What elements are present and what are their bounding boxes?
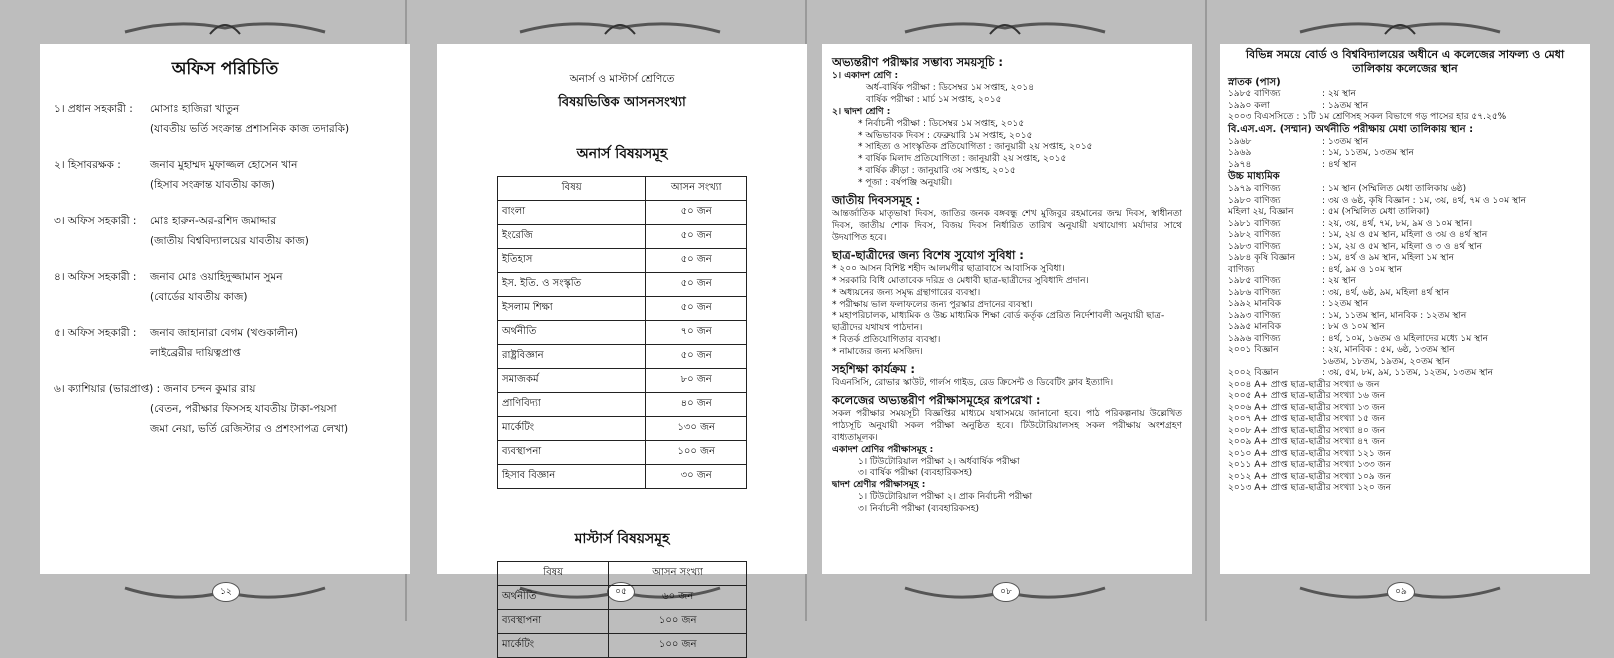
facility-item: * মহাপরিচালক, মাধ্যমিক ও উচ্চ মাধ্যমিক শিক্ষা বোর্ড কর্তৃক প্রেরিত নির্দেশাবলী অনুযায়ী ছাত্র-ছাত্রীদের যথাযথ পাঠদান। bbox=[832, 311, 1165, 334]
achievement-year: ১৯৮৫ বাণিজ্য bbox=[1228, 276, 1281, 287]
facility-item: * ২০০ আসন বিশিষ্ট শহীদ আলমগীর ছাত্রাবাসে আবাসিক সুবিধা। bbox=[832, 263, 1065, 274]
achievement-year: ১৯৮১ বাণিজ্য bbox=[1228, 218, 1281, 229]
subject-cell: মার্কেটিং bbox=[498, 417, 646, 441]
achievement-year: ১৯৯০ কলা bbox=[1228, 100, 1270, 111]
masters-heading: মাস্টার্স বিষয়সমূহ bbox=[574, 531, 670, 547]
achievement-row bbox=[1228, 288, 1582, 300]
achievement-year: ১৯৮২ বাণিজ্য bbox=[1228, 230, 1281, 241]
staff-role: ৫। অফিস সহকারী : bbox=[54, 327, 137, 339]
achievement-value: : ৪র্থ, ৯ম ও ১০ম স্থান bbox=[1322, 264, 1402, 275]
subject-cell: ইতিহাস bbox=[498, 249, 646, 273]
staff-role: ৪। অফিস সহকারী : bbox=[54, 271, 137, 283]
schedule-item: * বার্ষিক মিলাদ প্রতিযোগিতা : জানুয়ারী ২য় সপ্তাহ, ২০১৫ bbox=[858, 154, 1067, 165]
hsc-heading: উচ্চ মাধ্যমিক bbox=[1228, 171, 1280, 183]
achievement-row bbox=[1228, 219, 1582, 231]
staff-entry bbox=[54, 214, 396, 254]
facility-item: * অধ্যয়নের জন্য সমৃদ্ধ গ্রন্থাগারের ব্যবস্থা। bbox=[832, 287, 981, 298]
table-row bbox=[498, 201, 747, 225]
staff-name: জনাব চন্দন কুমার রায় bbox=[163, 383, 256, 395]
achievement-row bbox=[1228, 357, 1582, 369]
gpa-row: ২০০৪ A+ প্রাপ্ত ছাত্র-ছাত্রীর সংখ্যা ৬ জন bbox=[1228, 379, 1380, 390]
staff-name: মোঃ হারুন-অর-রশিদ জমাদ্দার bbox=[150, 215, 277, 227]
schedule-item: * পূজা : বর্ষপঞ্জি অনুযায়ী। bbox=[858, 178, 953, 189]
page-title: বিষয়ভিত্তিক আসনসংখ্যা bbox=[558, 95, 686, 110]
class11-label: ১। একাদশ শ্রেণি : bbox=[832, 71, 899, 82]
staff-duty: (হিসাব সংক্রান্ত যাবতীয় কাজ) bbox=[150, 179, 275, 191]
achievement-value: : ৪র্থ, ১০ম, ১৬তম ও মহিলাদের মধ্যে ১ম স্থান bbox=[1322, 333, 1489, 344]
staff-entry bbox=[54, 326, 396, 366]
staff-name: মোসাঃ হাজিরা খাতুন bbox=[150, 103, 240, 115]
top-ornament bbox=[1290, 14, 1510, 40]
achievement-value: : ২য়, ৩য়, ৪র্থ, ৭ম, ৮ম, ৯ম ও ১০ম স্থান। bbox=[1322, 218, 1473, 229]
schedule-item: * সাহিত্য ও সাংস্কৃতিক প্রতিযোগিতা : জানুয়ারী ২য় সপ্তাহ, ২০১৫ bbox=[858, 142, 1093, 153]
staff-duty: (জাতীয় বিশ্ববিদ্যালয়ের যাবতীয় কাজ) bbox=[150, 235, 309, 247]
achievement-year: ১৯৬৮ bbox=[1228, 136, 1252, 147]
achievement-row bbox=[1228, 334, 1582, 346]
subject-cell: ব্যবস্থাপনা bbox=[498, 610, 609, 634]
page-number: ০৮ bbox=[992, 582, 1020, 602]
page-title: বিভিন্ন সময়ে বোর্ড ও বিশ্ববিদ্যালয়ের অধীনে এ কলেজের সাফল্য ও মেধা তালিকায় কলেজের স্থান bbox=[1245, 48, 1565, 76]
cocurricular-text: বিএনসিসি, রোভার স্কাউট, গার্লস গাইড, রেড ক্রিসেন্ট ও ডিবেটিং ক্লাব ইত্যাদি। bbox=[832, 378, 1114, 389]
staff-details bbox=[150, 270, 396, 310]
staff-duty: জমা নেয়া, ভর্তি রেজিস্টার ও প্রশংসাপত্র লেখা) bbox=[150, 423, 349, 435]
staff-entry bbox=[54, 270, 396, 310]
achievement-value: ১৬তম, ১৮তম, ১৯তম, ২০তম স্থান bbox=[1322, 356, 1450, 367]
national-days-text: আন্তর্জাতিক মাতৃভাষা দিবস, জাতির জনক বঙ্গবন্ধু শেখ মুজিবুর রহমানের জন্ম দিবস, স্বাধীনতা দিবস, জাতীয় শোক দিবস, বিজয় দিবস নির্ধারিত তারিখ অনুযায়ী যথাযোগ্য মর্যাদার সাথে উদযাপিত হবে। bbox=[832, 209, 1182, 243]
cocurricular-heading: সহশিক্ষা কার্যক্রম : bbox=[832, 361, 915, 376]
table-row bbox=[498, 393, 747, 417]
gpa-row: ২০১২ A+ প্রাপ্ত ছাত্র-ছাত্রীর সংখ্যা ১০৯ জন bbox=[1228, 471, 1392, 482]
seats-cell: ৬০ জন bbox=[609, 586, 747, 610]
panel-divider bbox=[1205, 0, 1207, 621]
subject-cell: অর্থনীতি bbox=[498, 586, 609, 610]
subject-cell: ইস. ইতি. ও সংস্কৃতি bbox=[498, 273, 646, 297]
schedule-item: * বার্ষিক ক্রীড়া : জানুয়ারি ৩য় সপ্তাহ, ২০১৫ bbox=[858, 166, 1016, 177]
subject-cell: প্রাণিবিদ্যা bbox=[498, 393, 646, 417]
achievement-year: ১৯৭৪ bbox=[1228, 159, 1252, 170]
seats-cell: ৫০ জন bbox=[646, 273, 747, 297]
page-number: ০৫ bbox=[607, 582, 635, 602]
pass-2003-note: ২০০৩ বিএসসিতে : ১টি ১ম শ্রেণিসহ সকল বিভাগে গড় পাসের হার ৫৭.২৫% bbox=[1228, 112, 1507, 123]
page-college-achievements bbox=[1220, 44, 1590, 574]
achievement-row bbox=[1228, 253, 1582, 265]
achievement-value: : ২য় স্থান bbox=[1322, 89, 1356, 100]
pass-heading: স্নাতক (পাস) bbox=[1228, 76, 1281, 88]
seats-cell: ১০০ জন bbox=[609, 610, 747, 634]
achievement-year: ২০০১ বিজ্ঞান bbox=[1228, 345, 1279, 356]
achievement-row bbox=[1228, 160, 1582, 172]
achievement-value: : ৪র্থ স্থান bbox=[1322, 159, 1357, 170]
facility-item: * নামাজের জন্য মসজিদ। bbox=[832, 347, 923, 358]
page-exam-schedule bbox=[822, 44, 1192, 574]
class11-exams-heading: একাদশ শ্রেণির পরীক্ষাসমূহ : bbox=[832, 444, 934, 455]
achievement-year: ১৯৮৫ বাণিজ্য bbox=[1228, 89, 1281, 100]
staff-list bbox=[54, 102, 396, 366]
achievement-year: ২০০২ বিজ্ঞান bbox=[1228, 368, 1279, 379]
table-row bbox=[498, 225, 747, 249]
seats-cell: ৫০ জন bbox=[646, 225, 747, 249]
staff-role: ২। হিসাবরক্ষক : bbox=[54, 159, 121, 171]
col-subject: বিষয় bbox=[498, 562, 609, 586]
staff-role: ৩। অফিস সহকারী : bbox=[54, 215, 137, 227]
achievement-year: ১৯৭৯ বাণিজ্য bbox=[1228, 184, 1281, 195]
facilities-heading: ছাত্র-ছাত্রীদের জন্য বিশেষ সুযোগ সুবিধা : bbox=[832, 247, 1024, 262]
exam-outline-heading: কলেজের অভ্যন্তরীণ পরীক্ষাসমূহের রূপরেখা : bbox=[832, 392, 1041, 407]
col-subject: বিষয় bbox=[498, 177, 646, 201]
achievement-value: : ২য় স্থান bbox=[1322, 276, 1356, 287]
achievement-row bbox=[1228, 299, 1582, 311]
staff-duty: (বোর্ডের যাবতীয় কাজ) bbox=[150, 291, 248, 303]
achievement-value: : ৩য়, ৪র্থ, ৬ষ্ঠ, ৯ম, মহিলা ৪র্থ স্থান bbox=[1322, 287, 1450, 298]
subject-cell: অর্থনীতি bbox=[498, 321, 646, 345]
achievement-value: : ১ম, ১১তম স্থান, মানবিক : ১২তম স্থান bbox=[1322, 310, 1467, 321]
staff-entry-cashier bbox=[54, 382, 396, 439]
subject-cell: ইংরেজি bbox=[498, 225, 646, 249]
achievement-value: : ১৩তম স্থান bbox=[1322, 136, 1369, 147]
achievement-row bbox=[1228, 265, 1582, 277]
seats-cell: ৫০ জন bbox=[646, 249, 747, 273]
seats-cell: ১০০ জন bbox=[646, 441, 747, 465]
seats-cell: ৫০ জন bbox=[646, 201, 747, 225]
national-days-heading: জাতীয় দিবসসমূহ : bbox=[832, 192, 921, 207]
achievement-year: ১৯৯৫ মানবিক bbox=[1228, 322, 1282, 333]
table-row bbox=[498, 297, 747, 321]
achievement-row bbox=[1228, 137, 1582, 149]
achievement-row bbox=[1228, 345, 1582, 357]
achievement-value: : ৫ম (সম্মিলিত মেধা তালিকা) bbox=[1322, 207, 1430, 218]
achievement-year: ১৯৮০ বাণিজ্য bbox=[1228, 195, 1281, 206]
staff-name: জনাব মোঃ ওয়াহিদুজ্জামান সুমন bbox=[150, 271, 283, 283]
table-row bbox=[498, 634, 747, 658]
table-row bbox=[498, 369, 747, 393]
gpa-row: ২০০৫ A+ প্রাপ্ত ছাত্র-ছাত্রীর সংখ্যা ১৬ জন bbox=[1228, 391, 1386, 402]
achievement-row bbox=[1228, 242, 1582, 254]
seats-cell: ১৩০ জন bbox=[646, 417, 747, 441]
seats-cell: ৫০ জন bbox=[646, 297, 747, 321]
schedule-item: * অভিভাবক দিবস : ফেব্রুয়ারি ১ম সপ্তাহ, ২০১৫ bbox=[858, 130, 1033, 141]
achievement-year: ১৯৯২ মানবিক bbox=[1228, 299, 1282, 310]
staff-role: ৬। ক্যাশিয়ার (ভারপ্রাপ্ত) : bbox=[54, 383, 161, 395]
subject-cell: হিসাব বিজ্ঞান bbox=[498, 465, 646, 489]
achievement-year: ১৯৮৪ কৃষি বিজ্ঞান bbox=[1228, 253, 1296, 264]
page-office-introduction bbox=[40, 44, 410, 574]
subject-cell: সমাজকর্ম bbox=[498, 369, 646, 393]
facility-item: * সরকারি বিধি মোতাবেক দরিদ্র ও মেধাবী ছাত্র-ছাত্রীদের সুবিধাদি প্রদান। bbox=[832, 275, 1089, 286]
achievement-row bbox=[1228, 101, 1582, 113]
table-row bbox=[498, 345, 747, 369]
exam-item: ১। টিউটোরিয়াল পরীক্ষা ২। অর্ধবার্ষিক পরীক্ষা bbox=[858, 456, 1020, 467]
honours-heading: অনার্স বিষয়সমূহ bbox=[576, 146, 668, 162]
seats-cell: ৭০ জন bbox=[646, 321, 747, 345]
subject-cell: ব্যবস্থাপনা bbox=[498, 441, 646, 465]
achievement-row bbox=[1228, 368, 1582, 380]
achievement-year: বাণিজ্য bbox=[1228, 264, 1255, 275]
staff-role: ১। প্রধান সহকারী : bbox=[54, 103, 133, 115]
achievement-value: : ১ম, ১১তম, ১৩তম স্থান bbox=[1322, 148, 1414, 159]
achievement-value: : ১ম, ২য় ও ৫ম স্থান, মহিলা ও ৩ ও ৪র্থ স্থান bbox=[1322, 241, 1482, 252]
achievement-year: ১৯৮৬ বাণিজ্য bbox=[1228, 287, 1281, 298]
exam-item: ৩। বার্ষিক পরীক্ষা (ব্যবহারিকসহ) bbox=[858, 468, 973, 479]
achievement-row bbox=[1228, 207, 1582, 219]
staff-duty: (বেতন, পরীক্ষার ফিসসহ যাবতীয় টাকা-পয়সা bbox=[150, 403, 337, 415]
achievement-value: : ১ম, ৪র্থ ও ৯ম স্থান, মহিলা ১ম স্থান bbox=[1322, 253, 1454, 264]
achievement-year: ১৯৬৯ bbox=[1228, 148, 1252, 159]
achievement-value: : ৩য়, ৫ম, ৮ম, ৯ম, ১১তম, ১২তম, ১৩তম স্থান bbox=[1322, 368, 1494, 379]
table-row bbox=[498, 249, 747, 273]
achievement-value: : ১৯তম স্থান bbox=[1322, 100, 1369, 111]
table-row bbox=[498, 465, 747, 489]
staff-entry bbox=[54, 102, 396, 142]
exam-outline-text: সকল পরীক্ষার সময়সূচী বিজ্ঞপ্তির মাধ্যমে যথাসময়ে জানানো হবে। পাঠ পরিকল্পনায় উল্লেখিত পাঠ্যসূচি অনুযায়ী সকল পরীক্ষা অনুষ্ঠিত হবে। টিউটোরিয়ালসহ সকল পরীক্ষায় অংশগ্রহণ বাধ্যতামূলক। bbox=[832, 409, 1182, 443]
gpa-row: ২০০৮ A+ প্রাপ্ত ছাত্র-ছাত্রীর সংখ্যা ৪০ জন bbox=[1228, 425, 1386, 436]
achievement-year: ১৯৮৩ বাণিজ্য bbox=[1228, 241, 1281, 252]
achievement-value: : ৮ম ও ১০ম স্থান bbox=[1322, 322, 1385, 333]
facility-item: * পরীক্ষায় ভাল ফলাফলের জন্য পুরস্কার প্রদানের ব্যবস্থা। bbox=[832, 299, 1033, 310]
achievement-year bbox=[1228, 357, 1322, 369]
staff-details bbox=[150, 326, 396, 366]
achievement-row bbox=[1228, 196, 1582, 208]
staff-duty: লাইব্রেরীর দায়িত্বপ্রাপ্ত bbox=[150, 347, 241, 359]
achievement-row bbox=[1228, 184, 1582, 196]
staff-name: জনাব জাহানারা বেগম (খণ্ডকালীন) bbox=[150, 327, 298, 339]
staff-details bbox=[150, 214, 396, 254]
seats-cell: ৪০ জন bbox=[646, 393, 747, 417]
class12-label: ২। দ্বাদশ শ্রেণি : bbox=[832, 106, 891, 117]
achievement-row bbox=[1228, 230, 1582, 242]
achievement-value: : ৩য় ও ৬ষ্ঠ, কৃষি বিজ্ঞান : ১ম, ৩য়, ৪র্থ, ৭ম ও ১০ম স্থান bbox=[1322, 195, 1526, 206]
subject-cell: রাষ্ট্রবিজ্ঞান bbox=[498, 345, 646, 369]
achievement-year: ১৯৯৬ বাণিজ্য bbox=[1228, 333, 1281, 344]
gpa-row: ২০১৩ A+ প্রাপ্ত ছাত্র-ছাত্রীর সংখ্যা ১২০ জন bbox=[1228, 483, 1392, 494]
top-ornament bbox=[115, 14, 335, 40]
subject-cell: বাংলা bbox=[498, 201, 646, 225]
achievement-value: : ১ম, ২য় ও ৫ম স্থান, মহিলা ও ৩য় ও ৪র্থ স্থান bbox=[1322, 230, 1488, 241]
page-title: অফিস পরিচিতি bbox=[171, 59, 279, 79]
table-row bbox=[498, 417, 747, 441]
table-row bbox=[498, 610, 747, 634]
page-number: ১২ bbox=[212, 582, 240, 602]
top-ornament bbox=[895, 14, 1115, 40]
achievement-value: : ১২তম স্থান bbox=[1322, 299, 1369, 310]
col-seats: আসন সংখ্যা bbox=[646, 177, 747, 201]
honours-table bbox=[497, 176, 747, 489]
gpa-row: ২০০৬ A+ প্রাপ্ত ছাত্র-ছাত্রীর সংখ্যা ১৩ জন bbox=[1228, 402, 1386, 413]
page-title: অভ্যন্তরীণ পরীক্ষার সম্ভাব্য সময়সূচি : bbox=[832, 55, 1003, 69]
schedule-item: অর্ধ-বার্ষিক পরীক্ষা : ডিসেম্বর ১ম সপ্তাহ, ২০১৪ bbox=[866, 83, 1035, 94]
top-ornament bbox=[510, 14, 730, 40]
achievement-value: : ২য়, মানবিক : ৫ম, ৬ষ্ঠ, ১৩তম স্থান bbox=[1322, 345, 1455, 356]
achievement-year: ১৯৯৩ বাণিজ্য bbox=[1228, 310, 1281, 321]
achievement-row bbox=[1228, 276, 1582, 288]
facility-item: * বিতর্ক প্রতিযোগিতার ব্যবস্থা। bbox=[832, 335, 941, 346]
masters-table bbox=[497, 561, 747, 658]
gpa-row: ২০১১ A+ প্রাপ্ত ছাত্র-ছাত্রীর সংখ্যা ১৩৩ জন bbox=[1228, 460, 1392, 471]
seats-cell: ৩০ জন bbox=[646, 465, 747, 489]
schedule-item: বার্ষিক পরীক্ষা : মার্চ ১ম সপ্তাহ, ২০১৫ bbox=[866, 94, 1002, 105]
gpa-row: ২০০৭ A+ প্রাপ্ত ছাত্র-ছাত্রীর সংখ্যা ১৫ জন bbox=[1228, 414, 1386, 425]
honours-merit-heading: বি.এস.এস. (সম্মান) অর্থনীতি পরীক্ষায় মেধা তালিকায় স্থান : bbox=[1228, 123, 1474, 135]
exam-item: ৩। নির্বাচনী পরীক্ষা (ব্যবহারিকসহ) bbox=[858, 504, 980, 515]
seats-cell: ১০০ জন bbox=[609, 634, 747, 658]
achievement-row bbox=[1228, 148, 1582, 160]
gpa-row: ২০১০ A+ প্রাপ্ত ছাত্র-ছাত্রীর সংখ্যা ১২১ জন bbox=[1228, 448, 1392, 459]
achievement-row bbox=[1228, 322, 1582, 334]
staff-details bbox=[150, 158, 396, 198]
staff-name: জনাব মুহাম্মদ মুফাজ্জল হোসেন খান bbox=[150, 159, 298, 171]
achievement-row bbox=[1228, 89, 1582, 101]
staff-duty: (যাবতীয় ভর্তি সংক্রান্ত প্রশাসনিক কাজ তদারকি) bbox=[150, 123, 350, 135]
gpa-row: ২০০৯ A+ প্রাপ্ত ছাত্র-ছাত্রীর সংখ্যা ৪৭ জন bbox=[1228, 437, 1386, 448]
exam-item: ১। টিউটোরিয়াল পরীক্ষা ২। প্রাক নির্বাচনী পরীক্ষা bbox=[858, 492, 1033, 503]
page-subtitle: অনার্স ও মাস্টার্স শ্রেণিতে bbox=[569, 73, 675, 85]
schedule-item: * নির্বাচনী পরীক্ষা : ডিসেম্বর ১ম সপ্তাহ, ২০১৫ bbox=[858, 118, 1025, 129]
table-row bbox=[498, 321, 747, 345]
page-number: ০৯ bbox=[1387, 582, 1415, 602]
seats-cell: ৫০ জন bbox=[646, 345, 747, 369]
staff-entry bbox=[54, 158, 396, 198]
class12-exams-heading: দ্বাদশ শ্রেণীর পরীক্ষাসমূহ : bbox=[832, 480, 926, 491]
seats-cell: ৮০ জন bbox=[646, 369, 747, 393]
table-row bbox=[498, 273, 747, 297]
achievement-year: মহিলা ২য়, বিজ্ঞান bbox=[1228, 207, 1294, 218]
table-row bbox=[498, 441, 747, 465]
subject-cell: মার্কেটিং bbox=[498, 634, 609, 658]
table-row bbox=[498, 586, 747, 610]
subject-cell: ইসলাম শিক্ষা bbox=[498, 297, 646, 321]
achievement-row bbox=[1228, 311, 1582, 323]
col-seats: আসন সংখ্যা bbox=[609, 562, 747, 586]
staff-details bbox=[150, 102, 396, 142]
achievement-value: : ১ম স্থান (সম্মিলিত মেধা তালিকায় ৬ষ্ঠ) bbox=[1322, 184, 1467, 195]
